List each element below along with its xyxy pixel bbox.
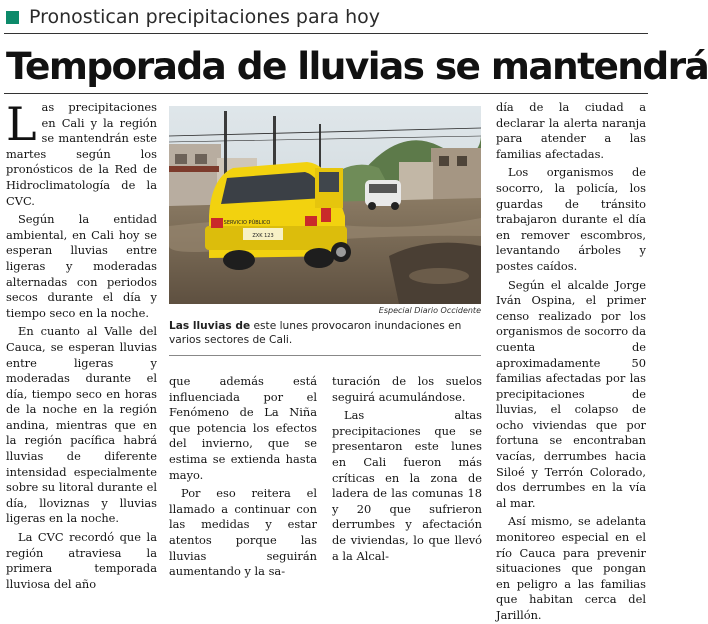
photo-caption — [169, 319, 481, 347]
column-2 — [169, 374, 317, 579]
kicker-text: Pronostican precipitaciones para hoy — [29, 6, 381, 28]
paragraph: que además está influenciada por el Fenómeno de La Niña que potencia los efectos del invierno, que se estima se extienda hasta mayo. — [169, 374, 317, 482]
paragraph: Según el alcalde Jorge Iván Ospina, el primer censo realizado por los organismos de socorro da cuenta de aproximadamente 50 familias afectadas por las precipitaciones de lluvias, el colapso de ocho viviendas que por fortuna se encontraban vacías, derrumbes hacia Siloé y Terrón Colorado, dos derrumbes en la vía al mar. — [496, 277, 646, 510]
news-photo — [169, 106, 481, 304]
paragraph: Las precipitaciones en Cali y la región se mantendrán este martes según los pronósticos de la Red de Hidroclimatología de la CVC. — [6, 97, 157, 208]
headline: Temporada de lluvias se mantendrá — [6, 44, 708, 88]
kicker-square-icon — [6, 11, 19, 24]
paragraph: Los organismos de socorro, la policía, los guardas de tránsito trabajaron durante el día en remover escombros, levantando árboles y postes caídos. — [496, 165, 646, 273]
drop-cap: L — [6, 97, 37, 151]
column-3 — [332, 374, 482, 563]
caption-text: este lunes provocaron inundaciones en varios sectores de Cali. — [169, 320, 462, 346]
svg-text:SERVICIO PÚBLICO: SERVICIO PÚBLICO — [223, 220, 271, 226]
paragraph: día de la ciudad a declarar la alerta naranja para atender a las familias afectadas. — [496, 100, 646, 161]
photo-credit: Especial Diario Occidente — [378, 306, 481, 315]
street-photo-illustration — [169, 106, 481, 304]
paragraph: Así mismo, se adelanta monitoreo especial en el río Cauca para prevenir situaciones que pongan en peligro a las familias que habitan cerca del Jarillón. — [496, 514, 646, 622]
headline-rule — [4, 93, 648, 94]
caption-lead: Las lluvias de — [169, 320, 251, 332]
section-kicker — [6, 6, 380, 28]
paragraph: En cuanto al Valle del Cauca, se esperan lluvias entre ligeras y moderadas durante el día, tiempo seco en horas de la noche en la región andina, mientras que en la región pacífica habrá lluvias de diferente intensidad especialmente sobre su litoral durante el día, lloviznas y lluvias ligeras en la noche. — [6, 324, 157, 526]
column-4 — [496, 100, 646, 622]
paragraph: Según la entidad ambiental, en Cali hoy se esperan lluvias entre ligeras y moderadas alternadas con periodos secos durante el día y tiempo seco en la noche. — [6, 212, 157, 320]
column-1 — [6, 97, 157, 591]
top-rule — [4, 33, 648, 34]
svg-text:ZXK 123: ZXK 123 — [252, 233, 274, 239]
paragraph: Las altas precipitaciones que se presentaron este lunes en Cali fueron más críticas en la zona de ladera de las comunas 18 y 20 que sufrieron derrumbes y afectación de viviendas, lo que llevó a la Alcal- — [332, 408, 482, 563]
paragraph: La CVC recordó que la región atraviesa la primera temporada lluviosa del año — [6, 530, 157, 591]
paragraph: turación de los suelos seguirá acumulándose. — [332, 374, 482, 404]
paragraph: Por eso reitera el llamado a continuar con las medidas y estar atentos porque las lluvias seguirán aumentando y la sa- — [169, 486, 317, 579]
caption-rule — [169, 355, 481, 356]
